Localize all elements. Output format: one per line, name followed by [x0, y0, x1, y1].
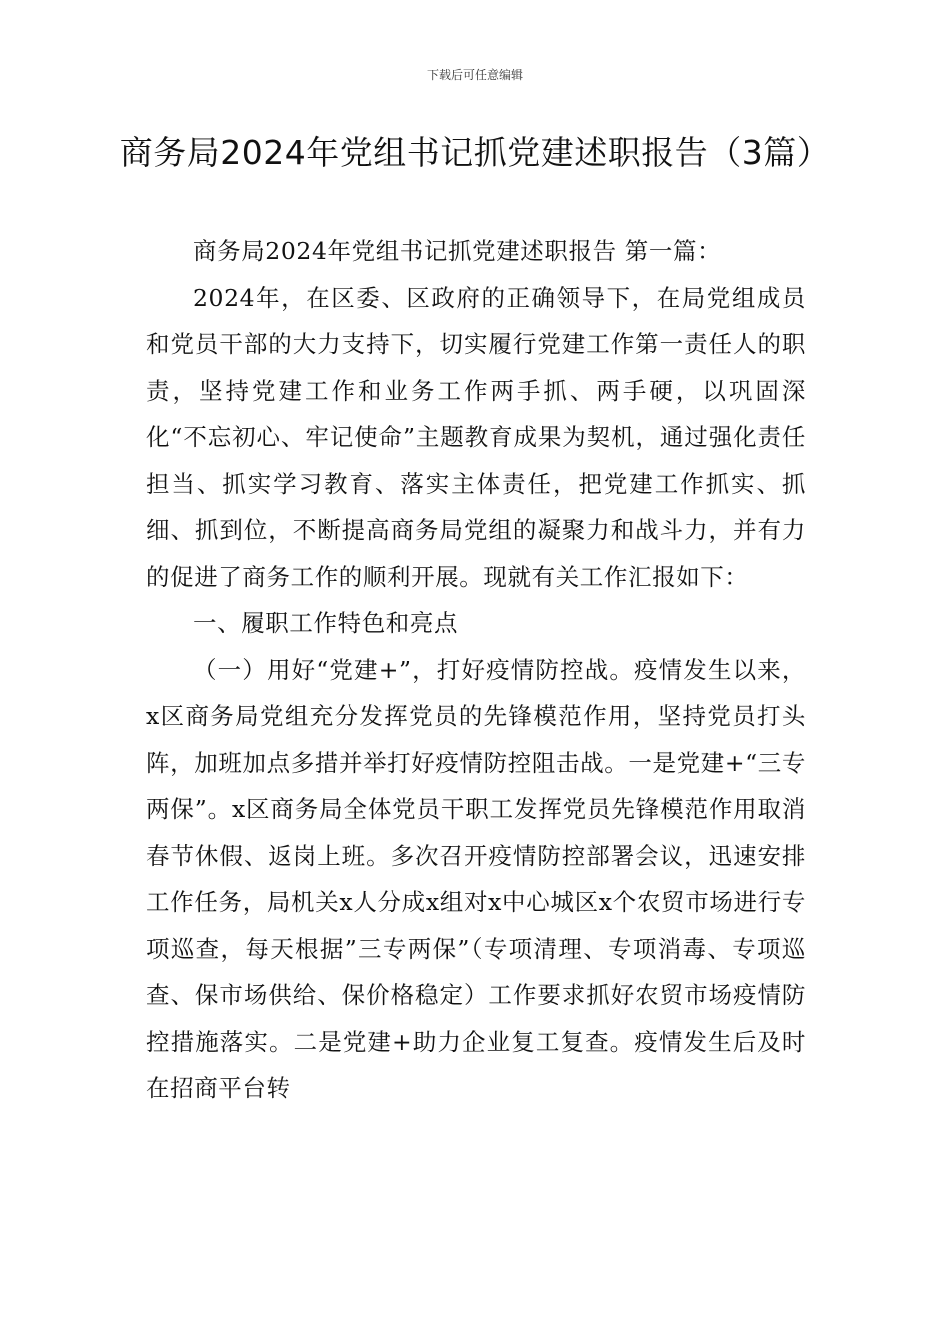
document-title: 商务局2024年党组书记抓党建述职报告（3篇） [119, 133, 831, 172]
paragraph-section-heading: 商务局2024年党组书记抓党建述职报告 第一篇： [193, 237, 722, 265]
paragraph-epidemic-prevention: （一）用好“党建+”，打好疫情防控战。疫情发生以来，x区商务局党组充分发挥党员的先锋模范作用，坚持党员打头阵，加班加点多措并举打好疫情防控阻击战。一是党建+“三专两保”。x区商务局全体党员干职工发挥党员先锋模范作用取消春节休假、返岗上班。多次召开疫情防控部署会议，迅速安排工作任务，局机关x人分成x组对x中心城区x个农贸市场进行专项巡查，每天根据”三专两保”（专项清理、专项消毒、专项巡查、保市场供给、保价格稳定）工作要求抓好农贸市场疫情防控措施落实。二是党建+助力企业复工复查。疫情发生后及时在招商平台转 [146, 655, 806, 1102]
paragraph-heading-highlights: 一、履职工作特色和亮点 [193, 609, 459, 637]
paragraph-intro: 2024年，在区委、区政府的正确领导下，在局党组成员和党员干部的大力支持下，切实履行党建工作第一责任人的职责，坚持党建工作和业务工作两手抓、两手硬，以巩固深化“不忘初心、牢记使命”主题教育成果为契机，通过强化责任担当、抓实学习教育、落实主体责任，把党建工作抓实、抓细、抓到位，不断提高商务局党组的凝聚力和战斗力，并有力的促进了商务工作的顺利开展。现就有关工作汇报如下： [146, 283, 806, 591]
document-body [146, 228, 806, 1112]
download-note: 下载后可任意编辑 [426, 68, 523, 82]
